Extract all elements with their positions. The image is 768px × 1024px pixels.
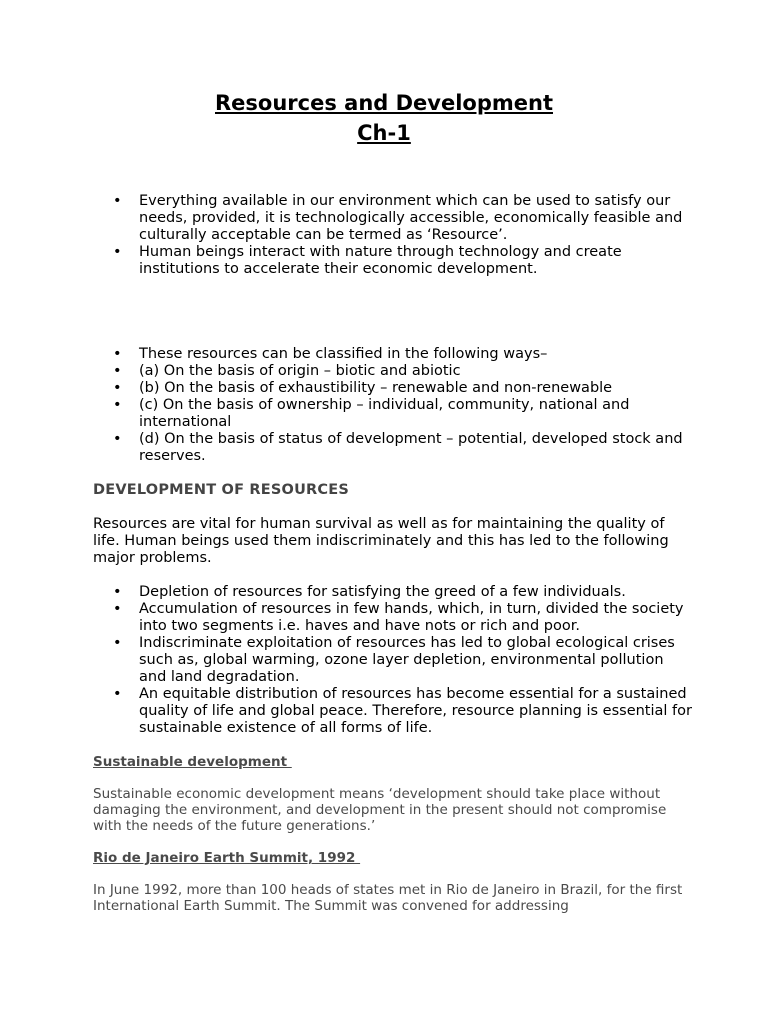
chapter-number: Ch-1: [357, 121, 411, 145]
list-item: • Human beings interact with nature through technology and create institutions to accelerate their economic development.: [93, 244, 693, 278]
list-item: • (b) On the basis of exhaustibility – renewable and non-renewable: [93, 380, 693, 397]
list-item: • Depletion of resources for satisfying the greed of a few individuals.: [93, 584, 693, 601]
intro-bullet-list: [93, 193, 693, 278]
list-item: • Indiscriminate exploitation of resources has led to global ecological crises such as, global warming, ozone layer depletion, environmental pollution and land degradation.: [93, 635, 693, 686]
rio-summit-paragraph: In June 1992, more than 100 heads of states met in Rio de Janeiro in Brazil, for the first International Earth Summit. The Summit was convened for addressing: [93, 882, 683, 914]
development-paragraph: Resources are vital for human survival as well as for maintaining the quality of life. Human beings used them indiscriminately and this has led to the following major problems.: [93, 516, 669, 566]
list-item: • (d) On the basis of status of development – potential, developed stock and reserves.: [93, 431, 693, 465]
rio-summit-heading: Rio de Janeiro Earth Summit, 1992: [93, 850, 361, 866]
development-heading: DEVELOPMENT OF RESOURCES: [93, 482, 350, 498]
document-title: Resources and Development: [215, 91, 553, 115]
list-item: • These resources can be classified in the following ways–: [93, 346, 693, 363]
classification-bullet-list: [93, 346, 693, 465]
list-item: • (c) On the basis of ownership – individual, community, national and international: [93, 397, 693, 431]
problem-bullet-list: [93, 584, 693, 737]
sustainable-development-paragraph: Sustainable economic development means ‘development should take place without damaging the environment, and development in the present should not compromise with the needs of the future generations.’: [93, 786, 667, 834]
list-item: • Everything available in our environment which can be used to satisfy our needs, provided, it is technologically accessible, economically feasible and culturally acceptable can be termed as ‘Resource’.: [93, 193, 693, 244]
list-item: • Accumulation of resources in few hands, which, in turn, divided the society into two segments i.e. haves and have nots or rich and poor.: [93, 601, 693, 635]
list-item: • An equitable distribution of resources has become essential for a sustained quality of life and global peace. Therefore, resource planning is essential for sustainable existence of all forms of life.: [93, 686, 693, 737]
list-item: • (a) On the basis of origin – biotic and abiotic: [93, 363, 693, 380]
sustainable-development-heading: Sustainable development: [93, 754, 292, 770]
